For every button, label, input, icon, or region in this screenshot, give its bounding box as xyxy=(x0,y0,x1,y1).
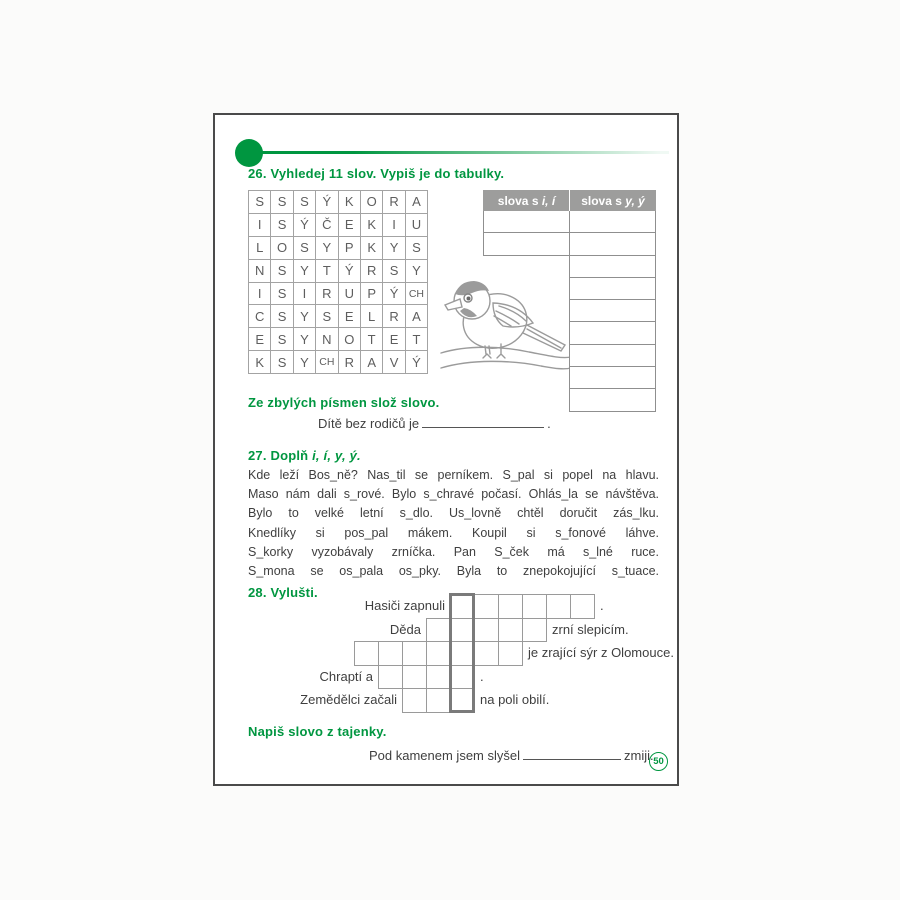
exercise-26-subtask-title: Ze zbylých písmen slož slovo. xyxy=(248,395,440,410)
wordsearch-cell: S xyxy=(271,260,293,283)
crossword-cell[interactable] xyxy=(426,641,451,666)
wordsearch-cell: S xyxy=(383,260,405,283)
wordsearch-cell: R xyxy=(383,191,405,214)
answer-row-i[interactable] xyxy=(483,233,570,255)
crossword-cell[interactable] xyxy=(426,688,451,713)
exercise-27-text xyxy=(248,466,659,581)
answer-table-header-y xyxy=(569,190,656,211)
crossword-clue-suffix: . xyxy=(600,598,604,613)
wordsearch-cell: I xyxy=(383,214,405,237)
answer-row-y[interactable] xyxy=(569,367,656,389)
answer-table-col-i xyxy=(483,190,570,256)
wordsearch-cell: C xyxy=(249,305,271,328)
wordsearch-cell: E xyxy=(249,328,271,351)
page-number: 50 xyxy=(653,756,664,767)
crossword-cell[interactable] xyxy=(450,665,475,690)
crossword-cell[interactable] xyxy=(522,618,547,643)
wordsearch-cell: I xyxy=(249,214,271,237)
answer-row-y[interactable] xyxy=(569,211,656,233)
crossword-cell[interactable] xyxy=(570,594,595,619)
crossword-cell[interactable] xyxy=(378,641,403,666)
wordsearch-cell: R xyxy=(361,260,383,283)
wordsearch-cell: Ý xyxy=(383,283,405,306)
crossword-clue-suffix: je zrající sýr z Olomouce. xyxy=(528,645,674,660)
wordsearch-cell: A xyxy=(361,351,383,374)
exercise-26-title: 26. Vyhledej 11 slov. Vypiš je do tabulky. xyxy=(248,166,505,181)
wordsearch-cell: O xyxy=(361,191,383,214)
sentence-period: . xyxy=(547,416,551,431)
crossword-cell[interactable] xyxy=(474,641,499,666)
tajenka-blank[interactable] xyxy=(523,746,621,760)
title-text: 27. Doplň xyxy=(248,448,309,463)
wordsearch-cell: S xyxy=(294,191,316,214)
answer-blank[interactable] xyxy=(422,414,544,428)
wordsearch-cell: S xyxy=(271,283,293,306)
answer-row-y[interactable] xyxy=(569,322,656,344)
wordsearch-cell: CH xyxy=(406,283,428,306)
crossword-cell[interactable] xyxy=(450,618,475,643)
header-text: slova s xyxy=(581,193,622,208)
wordsearch-cell: R xyxy=(383,305,405,328)
wordsearch-cell: T xyxy=(406,328,428,351)
exercise-27-line: Bylo to velké letní s_dlo. Us_lovně chtěl doručit zás_lku. xyxy=(248,506,659,521)
page-number-badge xyxy=(649,752,668,771)
wordsearch-cell: S xyxy=(271,214,293,237)
wordsearch-cell: R xyxy=(316,283,338,306)
crossword-cell[interactable] xyxy=(498,594,523,619)
wordsearch-cell: R xyxy=(339,351,361,374)
tajenka-title: Napiš slovo z tajenky. xyxy=(248,724,387,739)
crossword-clue-suffix: zrní slepicím. xyxy=(552,621,629,637)
crossword-cell[interactable] xyxy=(498,618,523,643)
exercise-27-line: Knedlíky si pos_pal mákem. Koupil si s_fonové láhve. xyxy=(248,525,659,540)
header-text: slova s xyxy=(497,193,539,208)
tajenka-sentence xyxy=(369,746,654,763)
crossword-cell[interactable] xyxy=(498,641,523,666)
wordsearch-cell: S xyxy=(316,305,338,328)
header-italic: y, ý xyxy=(625,193,645,208)
wordsearch-cell: E xyxy=(339,305,361,328)
sentence-text: Dítě bez rodičů je xyxy=(318,416,420,431)
wordsearch-cell: S xyxy=(406,237,428,260)
green-rule-line xyxy=(249,151,669,154)
wordsearch-cell: S xyxy=(271,191,293,214)
answer-row-i[interactable] xyxy=(483,211,570,233)
crossword-cell[interactable] xyxy=(522,594,547,619)
crossword-cell[interactable] xyxy=(450,594,475,619)
crossword-cell[interactable] xyxy=(402,665,427,690)
wordsearch-cell: Ý xyxy=(406,351,428,374)
header-italic: i, í xyxy=(541,193,556,208)
wordsearch-cell: O xyxy=(339,328,361,351)
wordsearch-cell: K xyxy=(361,214,383,237)
wordsearch-cell: V xyxy=(383,351,405,374)
wordsearch-cell: Ý xyxy=(316,191,338,214)
bird-pupil xyxy=(467,297,471,301)
crossword-clue-label: Hasiči zapnuli xyxy=(364,598,445,613)
crossword-cell[interactable] xyxy=(450,641,475,666)
exercise-28-title: 28. Vylušti. xyxy=(248,585,318,600)
crossword-cell[interactable] xyxy=(354,641,379,666)
exercise-27-line: S_korky vyzobávaly zrníčka. Pan S_ček má s_lné ruce. xyxy=(248,544,659,559)
wordsearch-cell: CH xyxy=(316,351,338,374)
wordsearch-cell: U xyxy=(339,283,361,306)
wordsearch-cell: Y xyxy=(316,237,338,260)
wordsearch-cell: U xyxy=(406,214,428,237)
crossword-clue-label: Děda xyxy=(389,621,421,637)
wordsearch-cell: T xyxy=(361,328,383,351)
answer-table-header-i xyxy=(483,190,570,211)
sentence-text: Pod kamenem jsem slyšel xyxy=(369,748,520,763)
crossword-cell[interactable] xyxy=(474,594,499,619)
wordsearch-cell: K xyxy=(249,351,271,374)
crossword-cell[interactable] xyxy=(450,688,475,713)
wordsearch-cell: K xyxy=(361,237,383,260)
wordsearch-cell: S xyxy=(294,237,316,260)
wordsearch-cell: E xyxy=(383,328,405,351)
wordsearch-cell: A xyxy=(406,305,428,328)
wordsearch-cell: Y xyxy=(294,305,316,328)
crossword-clue-suffix: . xyxy=(480,668,484,684)
answer-row-y[interactable] xyxy=(569,278,656,300)
wordsearch-cell: S xyxy=(271,351,293,374)
wordsearch-cell: L xyxy=(249,237,271,260)
exercise-27-title xyxy=(248,448,361,463)
wordsearch-cell: A xyxy=(406,191,428,214)
exercise-27-line: Kde leží Bos_ně? Nas_til se perníkem. S_pal si popel na hlavu. xyxy=(248,468,659,482)
answer-row-y[interactable] xyxy=(569,300,656,322)
wordsearch-cell: P xyxy=(361,283,383,306)
wordsearch-cell: Y xyxy=(406,260,428,283)
wordsearch-cell: L xyxy=(361,305,383,328)
wordsearch-cell: N xyxy=(316,328,338,351)
wordsearch-grid xyxy=(248,190,428,374)
wordsearch-cell: O xyxy=(271,237,293,260)
crossword-cell[interactable] xyxy=(474,618,499,643)
wordsearch-cell: S xyxy=(271,328,293,351)
orphan-sentence xyxy=(318,414,551,431)
wordsearch-cell: T xyxy=(316,260,338,283)
wordsearch-cell: N xyxy=(249,260,271,283)
wordsearch-cell: Y xyxy=(294,351,316,374)
exercise-27-line: S_mona se os_pala os_pky. Byla to znepokojující s_tuace. xyxy=(248,563,659,578)
answer-row-y[interactable] xyxy=(569,345,656,367)
crossword-clue-label: Chraptí a xyxy=(319,668,373,684)
crossword-cell[interactable] xyxy=(546,594,571,619)
crossword-clue-label: Zemědělci začali xyxy=(300,692,397,707)
title-italic: i, í, y, ý. xyxy=(312,448,361,463)
answer-table-col-y xyxy=(569,190,656,412)
wordsearch-cell: I xyxy=(249,283,271,306)
wordsearch-cell: P xyxy=(339,237,361,260)
wordsearch-cell: S xyxy=(249,191,271,214)
wordsearch-cell: I xyxy=(294,283,316,306)
wordsearch-cell: K xyxy=(339,191,361,214)
workbook-page xyxy=(213,113,679,786)
crossword-cell[interactable] xyxy=(402,688,427,713)
wordsearch-cell: Y xyxy=(294,260,316,283)
answer-row-y[interactable] xyxy=(569,233,656,255)
wordsearch-cell: Y xyxy=(383,237,405,260)
wordsearch-cell: Ý xyxy=(339,260,361,283)
answer-table xyxy=(483,190,656,412)
sentence-text: zmiji. xyxy=(624,748,654,763)
wordsearch-cell: Y xyxy=(294,328,316,351)
crossword-cell[interactable] xyxy=(378,665,403,690)
wordsearch-cell: E xyxy=(339,214,361,237)
wordsearch-cell: Ý xyxy=(294,214,316,237)
wordsearch-cell: Č xyxy=(316,214,338,237)
crossword-cell[interactable] xyxy=(426,665,451,690)
exercise-27-line: Maso nám dali s_rové. Bylo s_chravé počasí. Ohlás_la se návštěva. xyxy=(248,487,659,502)
answer-row-y[interactable] xyxy=(569,389,656,411)
wordsearch-cell: S xyxy=(271,305,293,328)
crossword-cell[interactable] xyxy=(402,641,427,666)
crossword-cell[interactable] xyxy=(426,618,451,643)
answer-row-y[interactable] xyxy=(569,256,656,278)
crossword-clue-suffix: na poli obilí. xyxy=(480,692,550,707)
